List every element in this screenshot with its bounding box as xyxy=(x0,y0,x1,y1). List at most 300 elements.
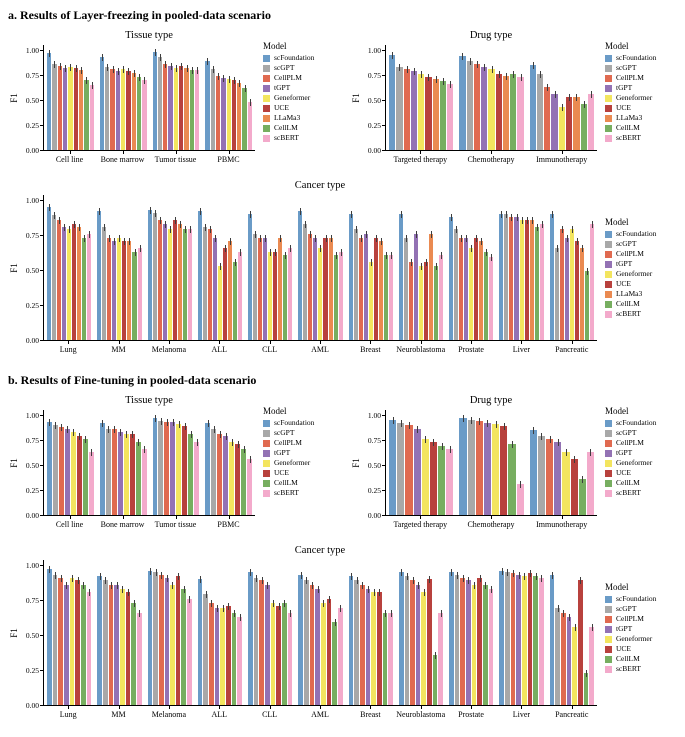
bar-CellPLM xyxy=(544,87,550,150)
error-bar xyxy=(200,208,201,215)
error-bar xyxy=(66,582,67,589)
bar-CellPLM xyxy=(58,66,62,150)
bar-group-tumor-tissue xyxy=(150,410,203,515)
x-tick-label: Cell line xyxy=(43,151,96,165)
bar-scGPT xyxy=(103,580,108,705)
bar-Geneformer xyxy=(562,452,569,515)
bar-scFoundation xyxy=(100,57,104,150)
x-tick-label: Tumor tissue xyxy=(149,516,202,530)
legend-item-tGPT xyxy=(605,260,677,268)
x-tick-label: Targeted therapy xyxy=(385,516,456,530)
x-tick-label: Neuroblastoma xyxy=(396,341,446,355)
error-bar xyxy=(161,572,162,579)
bar-tGPT xyxy=(481,67,487,150)
legend-item-scFoundation xyxy=(263,419,335,427)
y-tick-label: 1.00 xyxy=(367,46,381,55)
bar-group-liver xyxy=(496,560,546,705)
panel-b-row-1 xyxy=(8,394,677,530)
legend-label: scBERT xyxy=(616,488,641,497)
bar-Geneformer xyxy=(176,424,181,515)
legend-label: scFoundation xyxy=(274,53,315,62)
bar-tGPT xyxy=(62,227,66,340)
legend-label: tGPT xyxy=(616,448,633,457)
error-bar xyxy=(126,431,127,438)
error-bar xyxy=(506,211,507,218)
legend xyxy=(605,406,677,497)
bar-CellLM xyxy=(233,262,237,340)
bar-scGPT xyxy=(454,229,458,340)
bar-CellLM xyxy=(241,449,246,515)
bar-scBERT xyxy=(142,80,146,150)
bar-CellLM xyxy=(383,613,388,705)
bar-CellPLM xyxy=(217,434,222,515)
bar-LLaMa3 xyxy=(184,68,188,150)
error-bar xyxy=(213,66,214,73)
bar-CellLM xyxy=(81,585,86,705)
bar-UCE xyxy=(425,77,431,150)
bar-LLaMa3 xyxy=(329,238,333,340)
error-bar xyxy=(513,570,514,577)
error-bar xyxy=(72,575,73,582)
legend xyxy=(263,41,335,142)
bar-Geneformer xyxy=(229,442,234,515)
chart-title: Cancer type xyxy=(294,545,346,556)
legend-label: CellLM xyxy=(616,299,640,308)
legend-label: scFoundation xyxy=(274,418,315,427)
error-bar xyxy=(190,226,191,233)
x-tick-label: Immunotherapy xyxy=(526,516,597,530)
legend-item-scBERT xyxy=(605,489,677,497)
error-bar xyxy=(223,75,224,82)
error-bar xyxy=(486,249,487,256)
legend-item-CellLM xyxy=(263,124,335,132)
legend-swatch xyxy=(605,75,612,82)
error-bar xyxy=(580,577,581,584)
bar-UCE xyxy=(477,578,482,705)
y-tick-mark xyxy=(40,565,43,566)
error-bar xyxy=(401,211,402,218)
x-axis-labels xyxy=(43,341,597,355)
x-tick-label: Prostate xyxy=(446,341,496,355)
bar-scBERT xyxy=(338,608,343,705)
legend-label: LLaMa3 xyxy=(274,113,301,122)
bar-scBERT xyxy=(588,94,594,150)
legend-item-scFoundation xyxy=(605,595,677,603)
bar-scFoundation xyxy=(530,65,536,150)
error-bar xyxy=(406,235,407,242)
error-bar xyxy=(65,65,66,72)
legend-item-Geneformer xyxy=(263,94,335,102)
bar-CellLM xyxy=(508,444,515,515)
y-tick-mark xyxy=(382,75,385,76)
error-bar xyxy=(484,64,485,71)
error-bar xyxy=(499,71,500,78)
chart-fine-tuning-cancer-type xyxy=(8,544,677,720)
bar-scFoundation xyxy=(205,423,210,515)
bar-scFoundation xyxy=(205,61,209,150)
error-bar xyxy=(78,577,79,584)
bar-group-cll xyxy=(245,195,295,340)
error-bar xyxy=(411,259,412,266)
error-bar xyxy=(305,221,306,228)
bar-CellPLM xyxy=(409,262,413,340)
error-bar xyxy=(306,577,307,584)
error-bar xyxy=(160,217,161,224)
error-bar xyxy=(491,254,492,261)
error-bar xyxy=(584,101,585,108)
bar-Geneformer xyxy=(120,589,125,705)
error-bar xyxy=(256,575,257,582)
panel-a-row-1 xyxy=(8,29,677,165)
legend-swatch xyxy=(263,450,270,457)
bar-CellPLM xyxy=(164,422,169,515)
y-tick-label: 0.25 xyxy=(367,121,381,130)
bar-group-aml xyxy=(295,195,345,340)
y-axis-title-text: F1 xyxy=(350,93,361,103)
bar-tGPT xyxy=(554,442,561,515)
error-bar xyxy=(176,65,177,72)
y-tick-label: 0.00 xyxy=(25,336,39,345)
bar-group-all xyxy=(195,195,245,340)
chart-fine-tuning-drug-type xyxy=(350,394,677,530)
legend-label: CellLM xyxy=(616,478,640,487)
y-axis xyxy=(19,560,43,710)
bar-group-cll xyxy=(245,560,295,705)
error-bar xyxy=(172,582,173,589)
legend-item-LLaMa3 xyxy=(263,114,335,122)
y-tick-label: 0.00 xyxy=(25,511,39,520)
error-bar xyxy=(89,589,90,596)
error-bar xyxy=(550,436,551,443)
legend-title: Model xyxy=(605,582,629,592)
bar-scBERT xyxy=(87,592,92,705)
error-bar xyxy=(356,226,357,233)
error-bar xyxy=(128,589,129,596)
legend-swatch xyxy=(605,626,612,633)
bar-scGPT xyxy=(52,64,56,150)
error-bar xyxy=(487,420,488,427)
error-bar xyxy=(165,61,166,68)
bar-CellPLM xyxy=(107,238,111,340)
bar-CellLM xyxy=(131,603,136,705)
legend-label: CellPLM xyxy=(616,249,644,258)
legend-swatch xyxy=(605,666,612,673)
y-tick-mark xyxy=(382,125,385,126)
x-axis-labels xyxy=(43,706,597,720)
bar-Geneformer xyxy=(570,229,574,340)
bar-LLaMa3 xyxy=(79,70,83,150)
y-axis-title-text: F1 xyxy=(8,628,19,638)
bar-scBERT xyxy=(587,452,594,515)
legend-item-Geneformer xyxy=(605,635,677,643)
x-tick-label: AML xyxy=(295,706,345,720)
legend-item-scBERT xyxy=(263,489,335,497)
x-tick-label: Pancreatic xyxy=(547,341,597,355)
bar-Geneformer xyxy=(117,238,121,340)
bar-scBERT xyxy=(247,459,252,515)
error-bar xyxy=(351,573,352,580)
bar-scGPT xyxy=(537,74,543,150)
bar-CellPLM xyxy=(159,575,164,705)
y-tick-mark xyxy=(382,100,385,101)
bar-CellLM xyxy=(579,479,586,515)
legend-item-LLaMa3 xyxy=(605,290,677,298)
bar-UCE xyxy=(571,459,578,515)
error-bar xyxy=(532,217,533,224)
x-tick-label: Tumor tissue xyxy=(149,151,202,165)
error-bar xyxy=(552,211,553,218)
legend-swatch xyxy=(605,440,612,447)
legend-swatch xyxy=(605,271,612,278)
bar-UCE xyxy=(173,220,177,340)
bar-scFoundation xyxy=(153,52,157,150)
error-bar xyxy=(124,238,125,245)
legend-swatch xyxy=(263,490,270,497)
legend-swatch xyxy=(605,281,612,288)
y-tick-mark xyxy=(40,270,43,271)
bar-UCE xyxy=(75,580,80,705)
error-bar xyxy=(49,204,50,211)
legend-item-Geneformer xyxy=(263,459,335,467)
bar-Geneformer xyxy=(492,424,499,515)
error-bar xyxy=(385,610,386,617)
error-bar xyxy=(533,62,534,69)
y-tick-label: 0.25 xyxy=(25,121,39,130)
bar-tGPT xyxy=(516,575,521,705)
legend-swatch xyxy=(263,105,270,112)
bar-CellPLM xyxy=(259,580,264,705)
error-bar xyxy=(102,420,103,427)
bar-UCE xyxy=(377,592,382,705)
bar-scGPT xyxy=(158,421,163,515)
bar-group-melanoma xyxy=(145,195,195,340)
x-tick-label: Breast xyxy=(345,706,395,720)
error-bar xyxy=(582,245,583,252)
error-bar xyxy=(235,259,236,266)
error-bar xyxy=(506,73,507,80)
bar-UCE xyxy=(182,426,187,515)
bar-scFoundation xyxy=(530,430,537,515)
error-bar xyxy=(471,245,472,252)
error-bar xyxy=(569,94,570,101)
legend-item-CellPLM xyxy=(263,74,335,82)
error-bar xyxy=(413,577,414,584)
legend-label: tGPT xyxy=(616,259,633,268)
error-bar xyxy=(351,211,352,218)
error-bar xyxy=(582,476,583,483)
bar-LLaMa3 xyxy=(580,248,584,340)
bar-scFoundation xyxy=(248,572,253,705)
x-tick-label: PBMC xyxy=(202,151,255,165)
bar-CellPLM xyxy=(509,217,513,340)
x-tick-label: AML xyxy=(295,341,345,355)
legend-swatch xyxy=(263,440,270,447)
error-bar xyxy=(144,446,145,453)
legend xyxy=(605,217,677,318)
bar-group-prostate xyxy=(446,195,496,340)
legend-label: CellPLM xyxy=(616,614,644,623)
error-bar xyxy=(471,417,472,424)
x-tick-label: Lung xyxy=(43,706,93,720)
error-bar xyxy=(64,224,65,231)
bar-scGPT xyxy=(304,580,309,705)
bar-scFoundation xyxy=(459,56,465,150)
y-tick-label: 0.50 xyxy=(367,461,381,470)
bar-UCE xyxy=(74,68,78,150)
legend-swatch xyxy=(605,65,612,72)
bar-tGPT xyxy=(65,429,70,515)
error-bar xyxy=(207,58,208,65)
error-bar xyxy=(418,582,419,589)
error-bar xyxy=(436,76,437,83)
error-bar xyxy=(429,576,430,583)
error-bar xyxy=(91,449,92,456)
chart-title: Drug type xyxy=(469,30,513,41)
legend-item-scFoundation xyxy=(605,419,677,427)
bar-scFoundation xyxy=(499,214,503,340)
error-bar xyxy=(185,423,186,430)
y-axis-title-text: F1 xyxy=(8,93,19,103)
legend-item-tGPT xyxy=(605,84,677,92)
error-bar xyxy=(279,603,280,610)
bar-scBERT xyxy=(517,484,524,515)
legend-swatch xyxy=(605,125,612,132)
error-bar xyxy=(474,582,475,589)
bar-CellLM xyxy=(332,622,337,705)
error-bar xyxy=(450,81,451,88)
y-tick-label: 0.50 xyxy=(25,631,39,640)
y-tick-mark xyxy=(40,100,43,101)
bar-scFoundation xyxy=(298,575,303,705)
error-bar xyxy=(55,422,56,429)
bar-group-cell-line xyxy=(44,45,97,150)
error-bar xyxy=(192,67,193,74)
bar-scFoundation xyxy=(349,576,354,705)
error-bar xyxy=(79,433,80,440)
bar-UCE xyxy=(179,66,183,150)
error-bar xyxy=(431,231,432,238)
legend-swatch xyxy=(263,85,270,92)
legend-swatch xyxy=(605,646,612,653)
legend-swatch xyxy=(605,420,612,427)
bar-CellPLM xyxy=(460,578,465,705)
error-bar xyxy=(165,221,166,228)
bar-group-bone-marrow xyxy=(97,410,150,515)
error-bar xyxy=(239,80,240,87)
bar-scGPT xyxy=(52,215,56,340)
bar-CellPLM xyxy=(404,69,410,150)
error-bar xyxy=(436,263,437,270)
legend-swatch xyxy=(605,105,612,112)
x-tick-label: ALL xyxy=(194,341,244,355)
error-bar xyxy=(541,433,542,440)
plot-area xyxy=(43,45,255,151)
bar-CellLM xyxy=(132,252,136,340)
error-bar xyxy=(466,235,467,242)
bar-CellLM xyxy=(535,227,539,340)
error-bar xyxy=(443,78,444,85)
error-bar xyxy=(468,577,469,584)
y-tick-mark xyxy=(382,465,385,466)
error-bar xyxy=(555,91,556,98)
error-bar xyxy=(421,71,422,78)
bar-scBERT xyxy=(447,84,453,150)
bar-scFoundation xyxy=(449,217,453,340)
bar-Geneformer xyxy=(124,434,129,515)
error-bar xyxy=(206,591,207,598)
legend-label: CellPLM xyxy=(616,438,644,447)
bar-UCE xyxy=(374,238,378,340)
x-tick-label: MM xyxy=(93,706,143,720)
bar-CellLM xyxy=(190,70,194,150)
error-bar xyxy=(592,624,593,631)
error-bar xyxy=(462,53,463,60)
error-bar xyxy=(527,217,528,224)
bar-LLaMa3 xyxy=(503,76,509,150)
error-bar xyxy=(107,64,108,71)
bar-Geneformer xyxy=(572,627,577,705)
legend-item-CellPLM xyxy=(605,74,677,82)
bar-scFoundation xyxy=(100,423,105,515)
legend-item-scFoundation xyxy=(605,54,677,62)
bar-tGPT xyxy=(263,238,267,340)
legend-label: scBERT xyxy=(616,133,641,142)
legend-items xyxy=(605,230,677,318)
x-tick-label: Bone marrow xyxy=(96,151,149,165)
bar-tGPT xyxy=(163,224,167,340)
legend-item-CellLM xyxy=(605,124,677,132)
legend-item-UCE xyxy=(605,469,677,477)
y-axis-title xyxy=(350,45,361,151)
plot-area xyxy=(43,410,255,516)
legend-title: Model xyxy=(263,41,287,51)
error-bar xyxy=(250,99,251,106)
bar-scGPT xyxy=(211,429,216,515)
bar-scGPT xyxy=(404,238,408,340)
y-tick-mark xyxy=(40,465,43,466)
bar-scFoundation xyxy=(248,214,252,340)
legend-item-CellPLM xyxy=(605,250,677,258)
error-bar xyxy=(138,439,139,446)
error-bar xyxy=(312,582,313,589)
y-tick-label: 0.00 xyxy=(25,701,39,710)
error-bar xyxy=(179,421,180,428)
bar-group-chemotherapy xyxy=(456,410,526,515)
x-tick-label: Chemotherapy xyxy=(456,151,527,165)
y-tick-mark xyxy=(40,635,43,636)
bar-scGPT xyxy=(397,423,404,515)
bar-scGPT xyxy=(211,69,215,150)
legend-item-CellPLM xyxy=(605,439,677,447)
chart-layer-freezing-tissue-type xyxy=(8,29,335,165)
bar-UCE xyxy=(126,592,131,705)
error-bar xyxy=(399,64,400,71)
plot-area xyxy=(385,45,597,151)
bar-UCE xyxy=(77,436,82,515)
error-bar xyxy=(496,421,497,428)
legend-swatch xyxy=(263,470,270,477)
bar-LLaMa3 xyxy=(77,227,81,340)
bar-scGPT xyxy=(538,436,545,515)
bar-CellLM xyxy=(334,255,338,340)
error-bar xyxy=(374,589,375,596)
bar-Geneformer xyxy=(168,229,172,340)
bar-tGPT xyxy=(514,217,518,340)
y-axis-title xyxy=(8,410,19,516)
error-bar xyxy=(211,600,212,607)
error-bar xyxy=(54,61,55,68)
error-bar xyxy=(331,235,332,242)
